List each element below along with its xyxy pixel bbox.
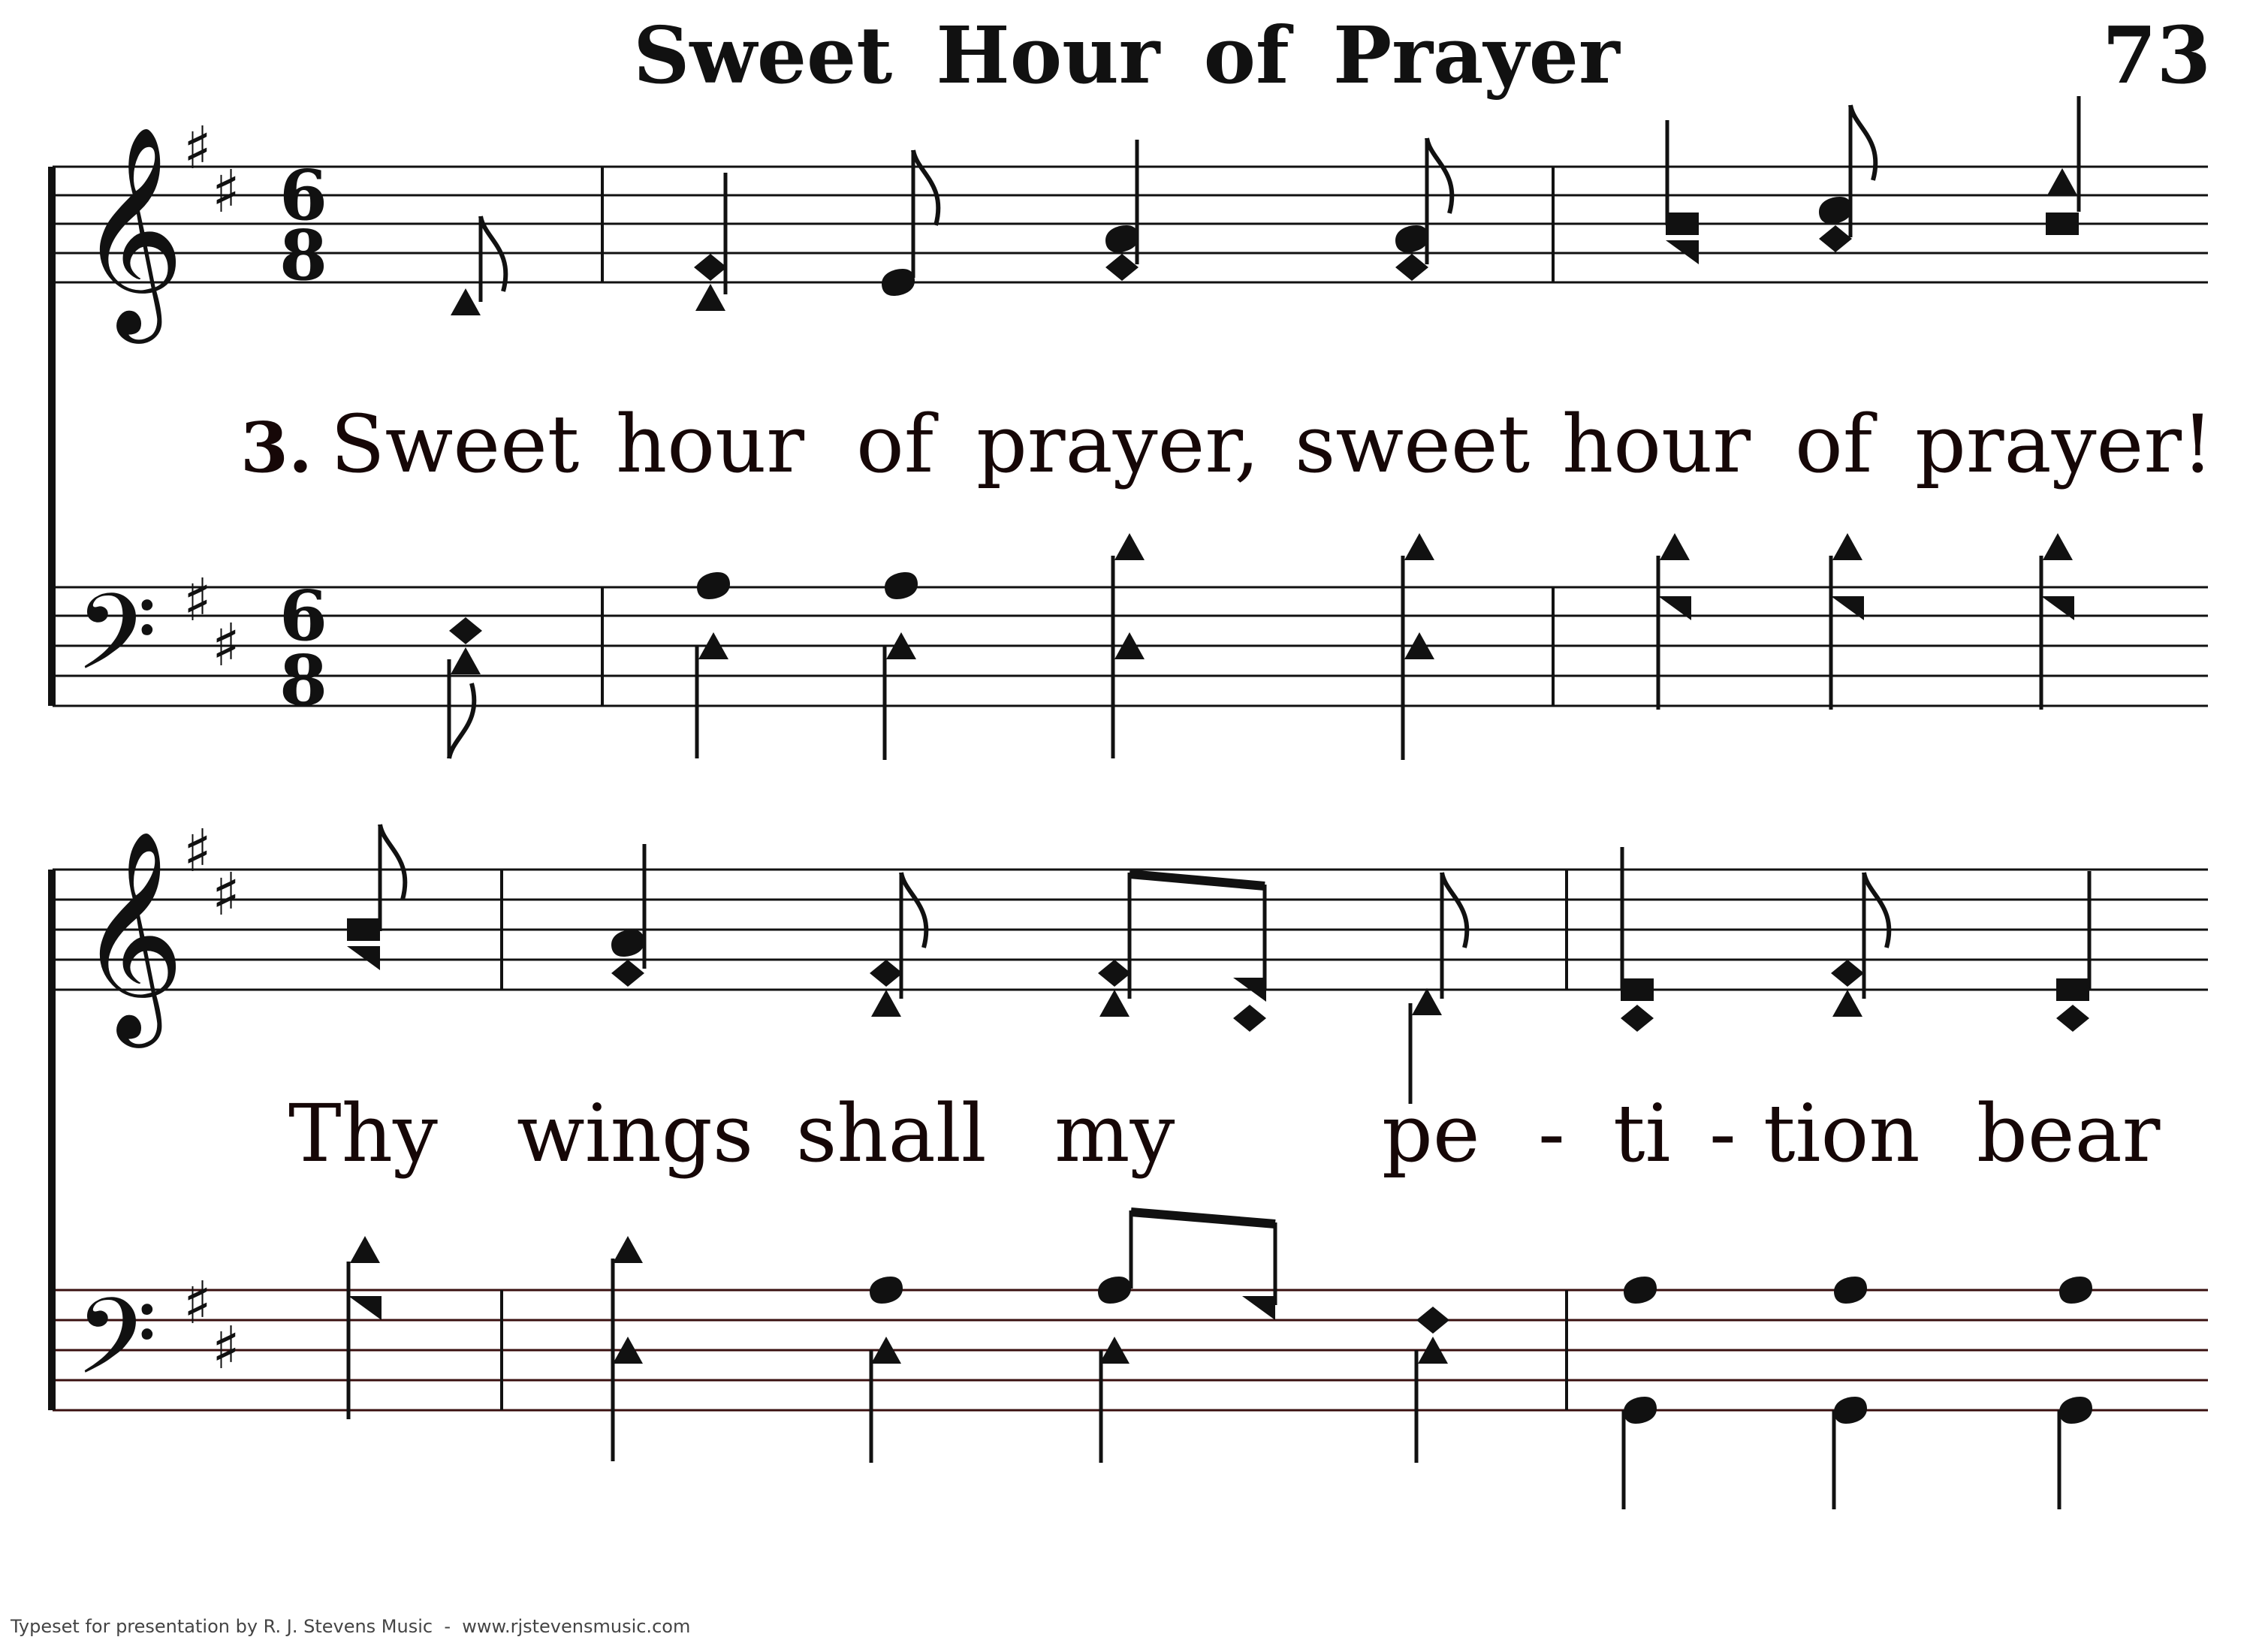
key-signature-sharps: [183, 818, 240, 1382]
lyric-syllable: hour: [616, 398, 805, 490]
bass-clef-icon: 𝄢: [75, 571, 158, 720]
svg-text:♯: ♯: [183, 818, 212, 885]
svg-text:♯: ♯: [212, 612, 240, 680]
hymn-number: 73: [2102, 9, 2211, 101]
lyrics-line-1: [330, 398, 2214, 490]
svg-text:♯: ♯: [183, 1270, 212, 1337]
typesetter-credit: Typeset for presentation by R. J. Stevens Music - www.rjstevensmusic.com: [11, 1616, 691, 1637]
key-signature-sharps: [183, 115, 240, 680]
lyric-syllable: ti: [1613, 1087, 1671, 1180]
lyric-syllable: Thy: [288, 1087, 438, 1180]
system-bracket: [48, 870, 56, 1410]
svg-text:8: 8: [279, 640, 328, 721]
lyric-syllable: tion: [1763, 1087, 1920, 1180]
svg-text:♯: ♯: [212, 158, 240, 226]
system-2: [48, 818, 2208, 1509]
lyric-hyphen: -: [1709, 1087, 1736, 1180]
verse-number: 3.: [240, 407, 313, 488]
treble-notes-2: [347, 824, 2089, 1104]
lyric-syllable: pe: [1382, 1087, 1480, 1180]
svg-text:♯: ♯: [183, 567, 212, 635]
svg-text:♯: ♯: [212, 861, 240, 929]
system-1: [48, 96, 2214, 760]
treble-clef-icon: 𝄞: [78, 828, 185, 1039]
lyric-syllable: wings: [517, 1087, 754, 1180]
page-title: Sweet Hour of Prayer: [633, 9, 1620, 101]
bass-clef-icon: 𝄢: [75, 1276, 158, 1424]
lyric-syllable: Sweet: [330, 398, 580, 490]
lyrics-line-2: [288, 1087, 2161, 1180]
lyric-hyphen: -: [1538, 1087, 1565, 1180]
lyric-syllable: my: [1054, 1087, 1175, 1180]
lyric-syllable: prayer,: [976, 398, 1260, 490]
lyric-syllable: of: [1795, 398, 1873, 490]
lyric-syllable: prayer!: [1915, 398, 2214, 490]
lyric-syllable: shall: [796, 1087, 987, 1180]
system-bracket: [48, 167, 56, 706]
lyric-syllable: bear: [1977, 1087, 2161, 1180]
svg-text:6: 6: [279, 155, 328, 236]
svg-text:6: 6: [279, 575, 328, 656]
svg-text:♯: ♯: [212, 1315, 240, 1382]
svg-text:♯: ♯: [183, 115, 212, 182]
lyric-syllable: of: [856, 398, 934, 490]
treble-clef-icon: 𝄞: [78, 124, 185, 334]
svg-text:8: 8: [279, 215, 328, 296]
lyric-syllable: hour: [1562, 398, 1751, 490]
bass-notes-2: [348, 1210, 2092, 1509]
lyric-syllable: sweet: [1295, 398, 1531, 490]
